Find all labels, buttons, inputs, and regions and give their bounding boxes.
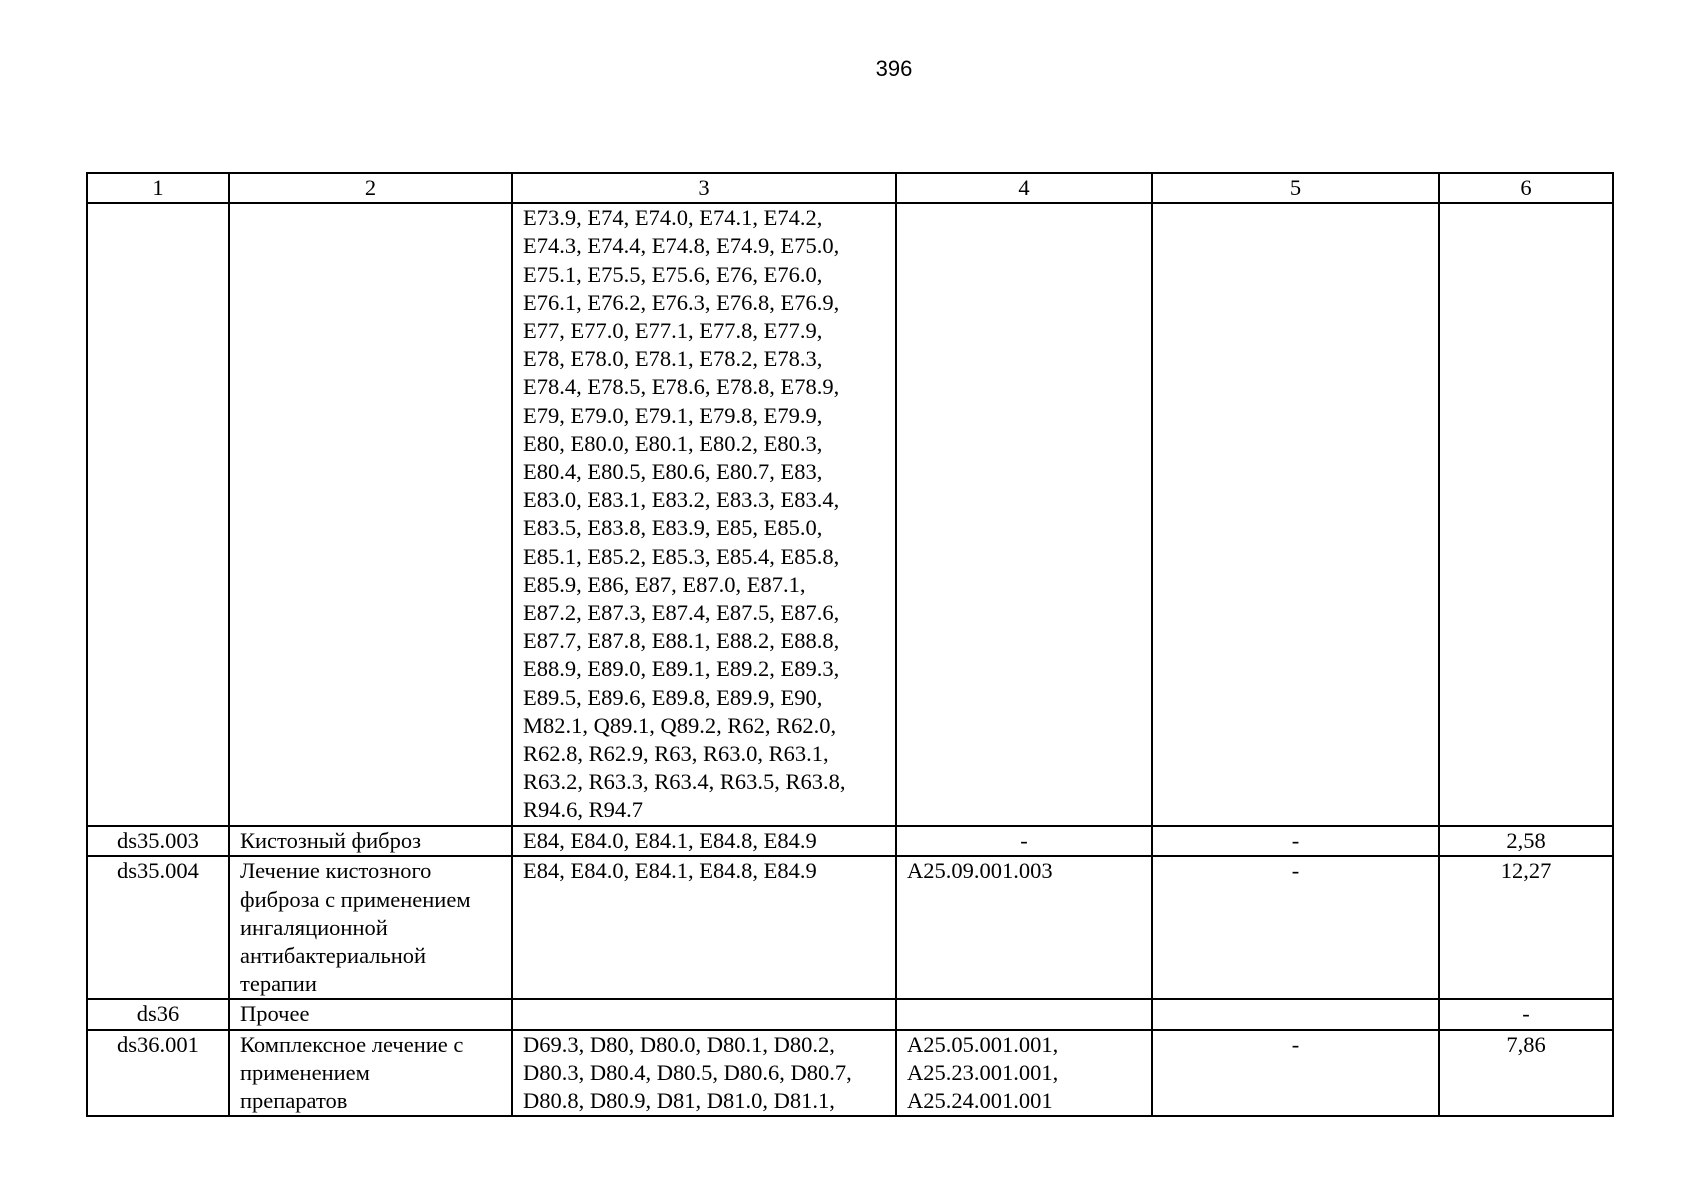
group-name: Прочее xyxy=(229,999,512,1029)
group-code: ds35.003 xyxy=(87,826,229,856)
other-criteria: - xyxy=(1152,1030,1439,1117)
other-criteria: - xyxy=(1152,826,1439,856)
page-number: 396 xyxy=(875,56,913,81)
group-name: Лечение кистозного фиброза с применением ингаляционной антибактериальной терапии xyxy=(229,856,512,999)
group-code: ds35.004 xyxy=(87,856,229,999)
cost-coefficient: 2,58 xyxy=(1439,826,1613,856)
table-row xyxy=(87,1030,1613,1117)
group-name xyxy=(229,203,512,826)
cost-coefficient: - xyxy=(1439,999,1613,1029)
column-number-row xyxy=(87,173,1613,203)
table-row xyxy=(87,203,1613,826)
group-name: Комплексное лечение с применением препаратов xyxy=(229,1030,512,1117)
service-codes xyxy=(896,203,1152,826)
diagnosis-codes: E84, E84.0, E84.1, E84.8, E84.9 xyxy=(512,826,896,856)
group-code xyxy=(87,203,229,826)
column-number: 2 xyxy=(229,173,512,203)
column-number: 5 xyxy=(1152,173,1439,203)
cost-coefficient xyxy=(1439,203,1613,826)
table-row xyxy=(87,999,1613,1029)
column-number: 3 xyxy=(512,173,896,203)
service-codes: - xyxy=(896,826,1152,856)
diagnosis-codes xyxy=(512,999,896,1029)
group-name: Кистозный фиброз xyxy=(229,826,512,856)
column-number: 6 xyxy=(1439,173,1613,203)
cost-coefficient: 7,86 xyxy=(1439,1030,1613,1117)
diagnosis-codes: E84, E84.0, E84.1, E84.8, E84.9 xyxy=(512,856,896,999)
service-codes: A25.05.001.001, A25.23.001.001, A25.24.001.001 xyxy=(896,1030,1152,1117)
other-criteria xyxy=(1152,203,1439,826)
table-row xyxy=(87,826,1613,856)
table-row xyxy=(87,856,1613,999)
column-number: 4 xyxy=(896,173,1152,203)
group-code: ds36.001 xyxy=(87,1030,229,1117)
diagnosis-codes: E73.9, E74, E74.0, E74.1, E74.2, E74.3, E74.4, E74.8, E74.9, E75.0, E75.1, E75.5, E75.6, E76, E76.0, E76.1, E76.2, E76.3, E76.8, E76.9, E77, E77.0, E77.1, E77.8, E77.9, E78, E78.0, E78.1, E78.2, E78.3, E78.4, E78.5, E78.6, E78.8, E78.9, E79, E79.0, E79.1, E79.8, E79.9, E80, E80.0, E80.1, E80.2, E80.3, E80.4, E80.5, E80.6, E80.7, E83, E83.0, E83.1, E83.2, E83.3, E83.4, E83.5, E83.8, E83.9, E85, E85.0, E85.1, E85.2, E85.3, E85.4, E85.8, E85.9, E86, E87, E87.0, E87.1, E87.2, E87.3, E87.4, E87.5, E87.6, E87.7, E87.8, E88.1, E88.2, E88.8, E88.9, E89.0, E89.1, E89.2, E89.3, E89.5, E89.6, E89.8, E89.9, E90, M82.1, Q89.1, Q89.2, R62, R62.0, R62.8, R62.9, R63, R63.0, R63.1, R63.2, R63.3, R63.4, R63.5, R63.8, R94.6, R94.7 xyxy=(512,203,896,826)
tariff-table xyxy=(86,172,1614,1117)
column-number: 1 xyxy=(87,173,229,203)
other-criteria xyxy=(1152,999,1439,1029)
other-criteria: - xyxy=(1152,856,1439,999)
group-code: ds36 xyxy=(87,999,229,1029)
service-codes xyxy=(896,999,1152,1029)
diagnosis-codes: D69.3, D80, D80.0, D80.1, D80.2, D80.3, D80.4, D80.5, D80.6, D80.7, D80.8, D80.9, D81, D81.0, D81.1, xyxy=(512,1030,896,1117)
service-codes: A25.09.001.003 xyxy=(896,856,1152,999)
cost-coefficient: 12,27 xyxy=(1439,856,1613,999)
